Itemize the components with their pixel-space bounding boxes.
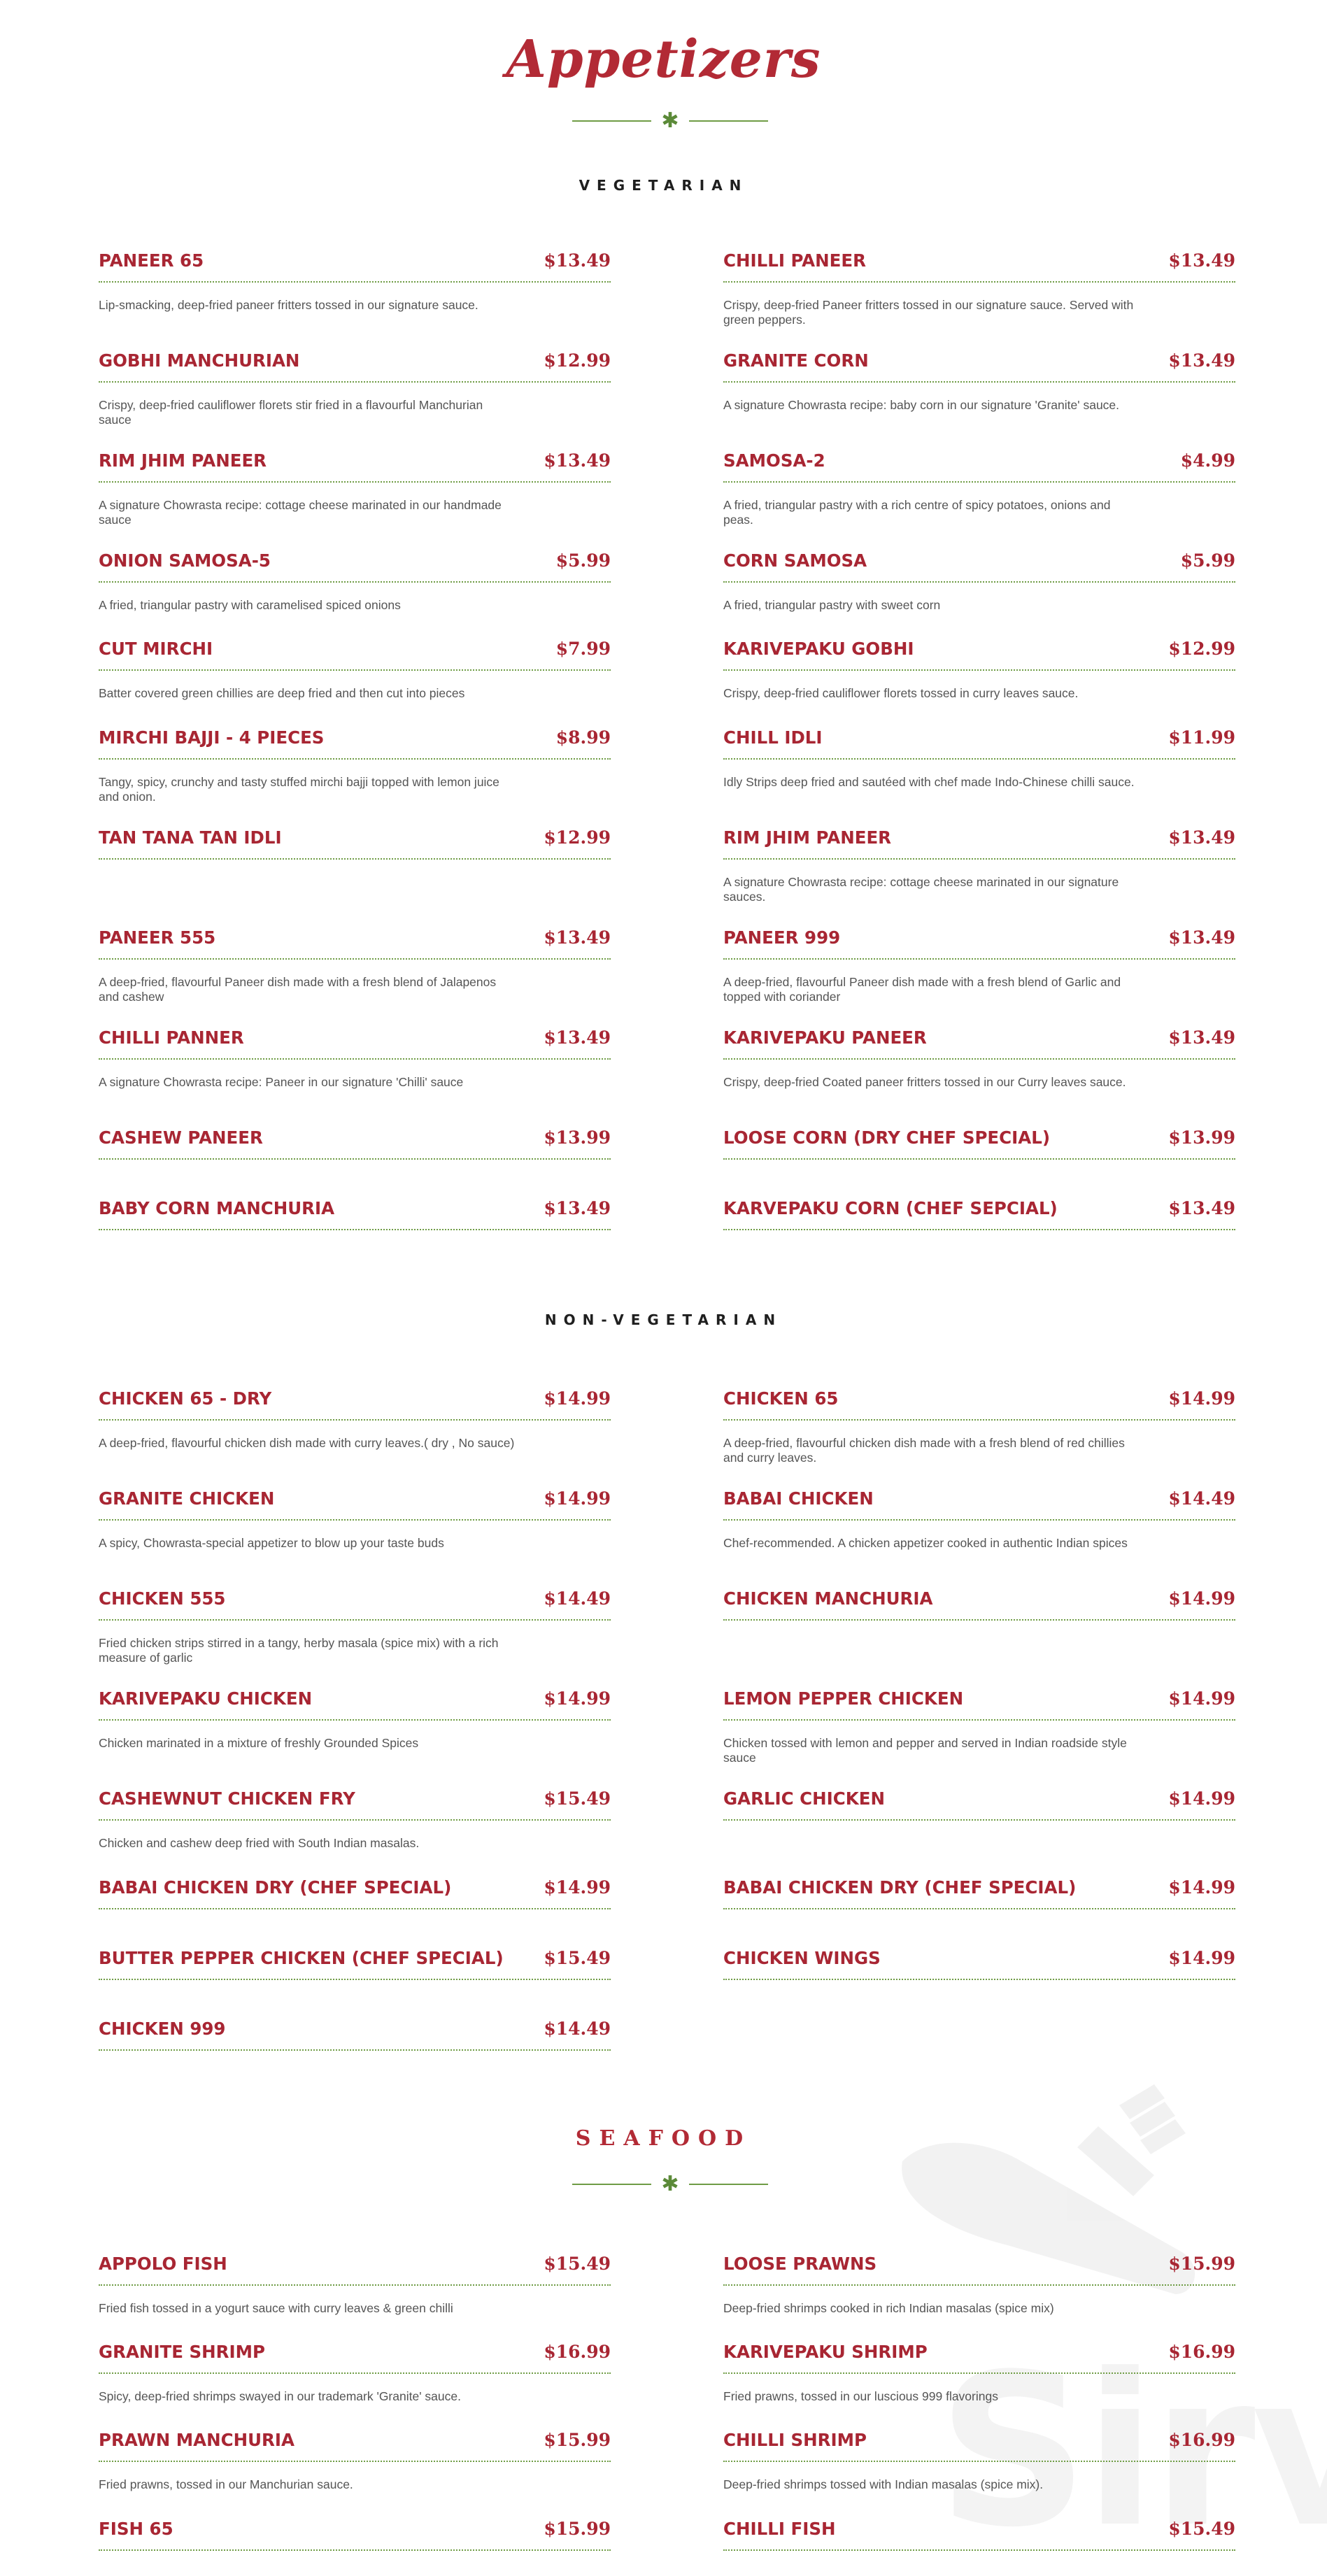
- item-price: $13.49: [1168, 927, 1235, 948]
- item-name: LOOSE CORN (DRY CHEF SPECIAL): [723, 1127, 1051, 1148]
- item-price: $14.99: [544, 1877, 611, 1898]
- item-name: CHILLI FISH: [723, 2519, 836, 2539]
- item-price: $13.49: [1168, 1198, 1235, 1218]
- item-price: $11.99: [1168, 727, 1235, 748]
- item-name: CHILL IDLI: [723, 727, 823, 748]
- item-description: A signature Chowrasta recipe: cottage cheese marinated in our signature sauces.: [723, 875, 1119, 904]
- dotted-divider: [99, 1719, 611, 1721]
- item-name: GRANITE CHICKEN: [99, 1488, 275, 1509]
- item-name: KARIVEPAKU CHICKEN: [99, 1688, 313, 1709]
- dotted-divider: [723, 958, 1235, 960]
- item-name: CHILLI PANNER: [99, 1027, 244, 1048]
- asterisk-icon: ✱: [661, 108, 679, 133]
- item-price: $15.99: [544, 2519, 611, 2539]
- dotted-divider: [723, 1979, 1235, 1980]
- item-name: GRANITE CORN: [723, 350, 869, 371]
- dotted-divider: [99, 758, 611, 760]
- item-name: KARIVEPAKU PANEER: [723, 1027, 927, 1048]
- item-price: $12.99: [1168, 639, 1235, 659]
- dotted-divider: [99, 581, 611, 583]
- item-description: A fried, triangular pastry with sweet corn: [723, 598, 941, 612]
- item-price: $13.49: [1168, 1027, 1235, 1048]
- dotted-divider: [99, 381, 611, 383]
- item-name: GRANITE SHRIMP: [99, 2342, 266, 2362]
- dotted-divider: [99, 1619, 611, 1621]
- item-description: Fried prawns, tossed in our Manchurian sauce.: [99, 2477, 353, 2491]
- title-divider: [572, 108, 768, 133]
- dotted-divider: [99, 2461, 611, 2462]
- item-name: CHICKEN MANCHURIA: [723, 1588, 933, 1609]
- item-description: Chicken and cashew deep fried with South Indian masalas.: [99, 1836, 420, 1850]
- item-price: $12.99: [544, 827, 611, 848]
- item-description: Crispy, deep-fried Paneer fritters tossed in our signature sauce. Served with green peppers.: [723, 298, 1134, 327]
- item-description: A deep-fried, flavourful chicken dish made with curry leaves.( dry , No sauce): [99, 1436, 515, 1450]
- item-name: BABAI CHICKEN DRY (CHEF SPECIAL): [99, 1877, 452, 1898]
- item-name: CORN SAMOSA: [723, 550, 867, 571]
- item-price: $14.99: [1168, 1948, 1235, 1968]
- item-description: A signature Chowrasta recipe: Paneer in our signature 'Chilli' sauce: [99, 1075, 464, 1089]
- dotted-divider: [99, 858, 611, 860]
- item-description: A signature Chowrasta recipe: cottage cheese marinated in our handmade sauce: [99, 498, 502, 527]
- dotted-divider: [723, 1619, 1235, 1621]
- item-name: CHICKEN WINGS: [723, 1948, 881, 1968]
- item-description: Deep-fried shrimps tossed with Indian masalas (spice mix).: [723, 2477, 1044, 2491]
- item-price: $13.49: [544, 1027, 611, 1048]
- dotted-divider: [723, 1229, 1235, 1230]
- dotted-divider: [99, 1519, 611, 1521]
- item-name: BABY CORN MANCHURIA: [99, 1198, 335, 1218]
- dotted-divider: [723, 1058, 1235, 1060]
- item-name: PANEER 65: [99, 250, 204, 271]
- item-price: $14.99: [1168, 1388, 1235, 1409]
- dotted-divider: [723, 669, 1235, 671]
- item-price: $12.99: [544, 350, 611, 371]
- item-name: CHILLI SHRIMP: [723, 2430, 867, 2450]
- item-price: $15.49: [544, 1948, 611, 1968]
- item-name: GOBHI MANCHURIAN: [99, 350, 300, 371]
- item-description: Crispy, deep-fried cauliflower florets stir fried in a flavourful Manchurian sauce: [99, 398, 483, 427]
- item-price: $5.99: [1180, 550, 1235, 571]
- item-name: APPOLO FISH: [99, 2254, 227, 2274]
- item-name: PANEER 555: [99, 927, 216, 948]
- item-name: KARVEPAKU CORN (CHEF SEPCIAL): [723, 1198, 1058, 1218]
- item-price: $15.99: [544, 2430, 611, 2450]
- item-description: Fried chicken strips stirred in a tangy, herby masala (spice mix) with a rich measure of garlic: [99, 1636, 499, 1665]
- item-description: Crispy, deep-fried cauliflower florets tossed in curry leaves sauce.: [723, 686, 1079, 700]
- item-name: CUT MIRCHI: [99, 639, 213, 659]
- item-name: FISH 65: [99, 2519, 173, 2539]
- item-price: $15.49: [1168, 2519, 1235, 2539]
- section-label: VEGETARIAN: [579, 177, 748, 194]
- item-price: $13.49: [1168, 250, 1235, 271]
- item-price: $13.49: [1168, 350, 1235, 371]
- item-description: Batter covered green chillies are deep fried and then cut into pieces: [99, 686, 465, 700]
- item-name: TAN TANA TAN IDLI: [99, 827, 282, 848]
- item-description: Chicken marinated in a mixture of freshly Grounded Spices: [99, 1736, 419, 1750]
- item-price: $7.99: [555, 639, 611, 659]
- item-description: A fried, triangular pastry with caramelised spiced onions: [99, 598, 401, 612]
- dotted-divider: [99, 1058, 611, 1060]
- item-price: $16.99: [1168, 2430, 1235, 2450]
- section-label: SEAFOOD: [575, 2126, 752, 2151]
- dotted-divider: [99, 1819, 611, 1821]
- item-name: RIM JHIM PANEER: [723, 827, 892, 848]
- item-price: $8.99: [555, 727, 611, 748]
- item-price: $14.49: [544, 1588, 611, 1609]
- dotted-divider: [723, 1158, 1235, 1160]
- item-price: $16.99: [1168, 2342, 1235, 2362]
- dotted-divider: [723, 1419, 1235, 1421]
- item-price: $4.99: [1180, 450, 1235, 471]
- dotted-divider: [723, 581, 1235, 583]
- item-price: $15.49: [544, 2254, 611, 2274]
- item-price: $13.99: [1168, 1127, 1235, 1148]
- item-name: CASHEW PANEER: [99, 1127, 263, 1148]
- item-name: MIRCHI BAJJI - 4 PIECES: [99, 727, 325, 748]
- item-price: $14.99: [544, 1388, 611, 1409]
- dotted-divider: [99, 1229, 611, 1230]
- dotted-divider: [99, 2372, 611, 2374]
- item-name: CHICKEN 65: [723, 1388, 839, 1409]
- dotted-divider: [723, 2549, 1235, 2551]
- item-description: Crispy, deep-fried Coated paneer fritters tossed in our Curry leaves sauce.: [723, 1075, 1126, 1089]
- item-name: KARIVEPAKU GOBHI: [723, 639, 914, 659]
- item-name: PRAWN MANCHURIA: [99, 2430, 295, 2450]
- item-price: $14.49: [1168, 1488, 1235, 1509]
- item-name: BUTTER PEPPER CHICKEN (CHEF SPECIAL): [99, 1948, 504, 1968]
- dotted-divider: [99, 1979, 611, 1980]
- item-description: A deep-fried, flavourful chicken dish made with a fresh blend of red chillies and curry leaves.: [723, 1436, 1125, 1465]
- asterisk-icon: ✱: [661, 2172, 679, 2196]
- item-name: LOOSE PRAWNS: [723, 2254, 877, 2274]
- dotted-divider: [99, 1419, 611, 1421]
- item-price: $13.49: [544, 450, 611, 471]
- item-description: Lip-smacking, deep-fried paneer fritters tossed in our signature sauce.: [99, 298, 478, 312]
- item-name: CHICKEN 999: [99, 2019, 226, 2039]
- section-divider: [572, 2174, 768, 2195]
- item-name: CHICKEN 555: [99, 1588, 226, 1609]
- dotted-divider: [99, 281, 611, 283]
- item-description: A signature Chowrasta recipe: baby corn in our signature 'Granite' sauce.: [723, 398, 1120, 412]
- item-description: A fried, triangular pastry with a rich centre of spicy potatoes, onions and peas.: [723, 498, 1111, 527]
- item-price: $14.99: [1168, 1588, 1235, 1609]
- dotted-divider: [723, 858, 1235, 860]
- item-name: BABAI CHICKEN DRY (CHEF SPECIAL): [723, 1877, 1077, 1898]
- dotted-divider: [99, 2284, 611, 2286]
- item-description: A deep-fried, flavourful Paneer dish made with a fresh blend of Jalapenos and cashew: [99, 975, 497, 1004]
- dotted-divider: [723, 758, 1235, 760]
- dotted-divider: [723, 1719, 1235, 1721]
- item-name: SAMOSA-2: [723, 450, 825, 471]
- item-price: $13.49: [544, 250, 611, 271]
- divider-line: [689, 2184, 768, 2185]
- dotted-divider: [99, 958, 611, 960]
- item-description: Chicken tossed with lemon and pepper and served in Indian roadside style sauce: [723, 1736, 1127, 1765]
- item-price: $14.99: [544, 1688, 611, 1709]
- dotted-divider: [723, 481, 1235, 483]
- item-name: KARIVEPAKU SHRIMP: [723, 2342, 928, 2362]
- item-price: $5.99: [555, 550, 611, 571]
- item-description: Idly Strips deep fried and sautéed with chef made Indo-Chinese chilli sauce.: [723, 775, 1135, 789]
- dotted-divider: [99, 2049, 611, 2051]
- item-price: $13.99: [544, 1127, 611, 1148]
- item-name: ONION SAMOSA-5: [99, 550, 271, 571]
- item-price: $14.49: [544, 2019, 611, 2039]
- item-price: $14.99: [1168, 1688, 1235, 1709]
- dotted-divider: [723, 2372, 1235, 2374]
- item-description: Spicy, deep-fried shrimps swayed in our trademark 'Granite' sauce.: [99, 2389, 461, 2403]
- item-price: $14.99: [544, 1488, 611, 1509]
- item-description: A deep-fried, flavourful Paneer dish made with a fresh blend of Garlic and topped with coriander: [723, 975, 1121, 1004]
- dotted-divider: [723, 281, 1235, 283]
- item-price: $14.99: [1168, 1877, 1235, 1898]
- item-price: $13.49: [544, 927, 611, 948]
- item-name: CHILLI PANEER: [723, 250, 866, 271]
- item-name: GARLIC CHICKEN: [723, 1788, 885, 1809]
- item-price: $15.49: [544, 1788, 611, 1809]
- item-description: Fried fish tossed in a yogurt sauce with curry leaves & green chilli: [99, 2301, 453, 2315]
- dotted-divider: [99, 481, 611, 483]
- dotted-divider: [723, 381, 1235, 383]
- item-price: $13.49: [1168, 827, 1235, 848]
- dotted-divider: [99, 669, 611, 671]
- item-name: CHICKEN 65 - DRY: [99, 1388, 272, 1409]
- divider-line: [689, 120, 768, 122]
- dotted-divider: [99, 1908, 611, 1909]
- dotted-divider: [99, 1158, 611, 1160]
- divider-line: [572, 120, 651, 122]
- dotted-divider: [723, 1819, 1235, 1821]
- item-description: Deep-fried shrimps cooked in rich Indian masalas (spice mix): [723, 2301, 1054, 2315]
- dotted-divider: [723, 1908, 1235, 1909]
- watermark-text: [937, 2329, 1327, 2573]
- item-price: $16.99: [544, 2342, 611, 2362]
- dotted-divider: [723, 1519, 1235, 1521]
- item-name: CASHEWNUT CHICKEN FRY: [99, 1788, 355, 1809]
- item-description: Tangy, spicy, crunchy and tasty stuffed mirchi bajji topped with lemon juice and onion.: [99, 775, 499, 804]
- dotted-divider: [99, 2549, 611, 2551]
- item-price: $13.49: [544, 1198, 611, 1218]
- item-name: RIM JHIM PANEER: [99, 450, 267, 471]
- section-label: NON-VEGETARIAN: [544, 1311, 783, 1328]
- item-description: A spicy, Chowrasta-special appetizer to blow up your taste buds: [99, 1536, 444, 1550]
- dotted-divider: [723, 2284, 1235, 2286]
- item-name: PANEER 999: [723, 927, 841, 948]
- item-price: $14.99: [1168, 1788, 1235, 1809]
- item-name: LEMON PEPPER CHICKEN: [723, 1688, 964, 1709]
- item-description: Fried prawns, tossed in our luscious 999 flavorings: [723, 2389, 998, 2403]
- divider-line: [572, 2184, 651, 2185]
- item-description: Chef-recommended. A chicken appetizer cooked in authentic Indian spices: [723, 1536, 1128, 1550]
- dotted-divider: [723, 2461, 1235, 2462]
- item-price: $15.99: [1168, 2254, 1235, 2274]
- page-title: Appetizers: [506, 29, 821, 90]
- item-name: BABAI CHICKEN: [723, 1488, 874, 1509]
